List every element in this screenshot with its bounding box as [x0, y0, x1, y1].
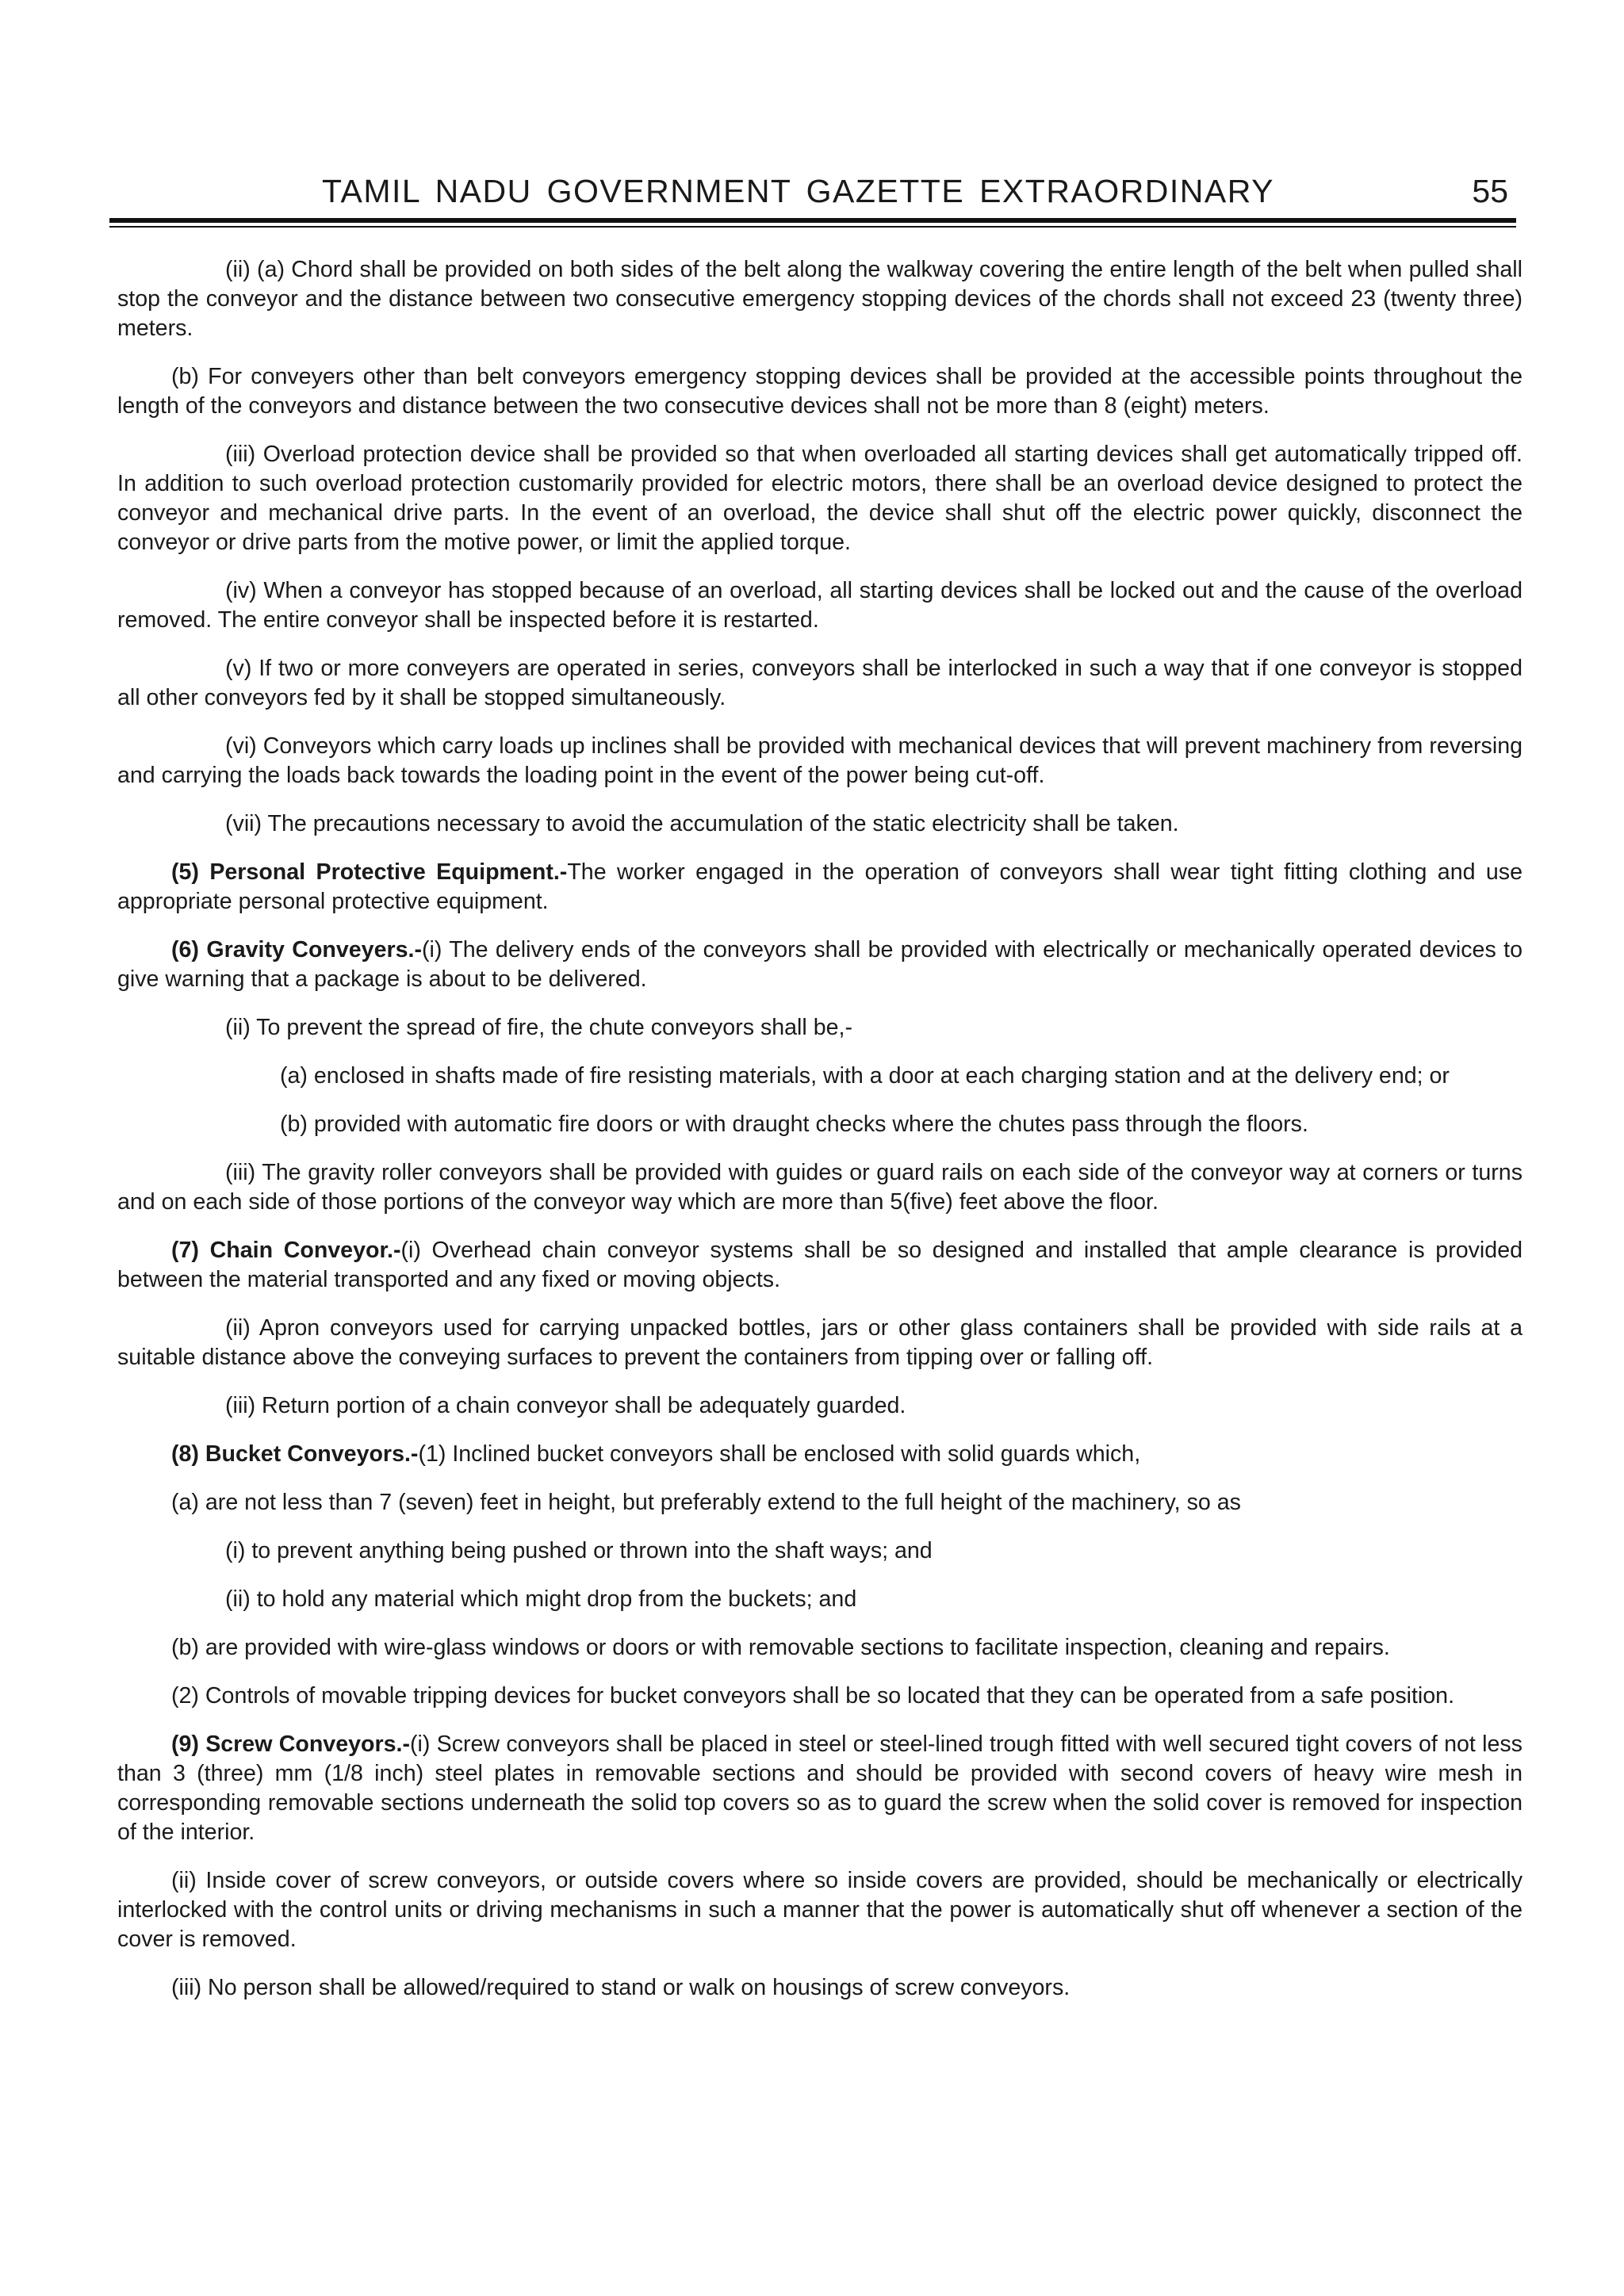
- paragraph-chain-iii: (iii) Return portion of a chain conveyor shall be adequately guarded.: [225, 1393, 906, 1418]
- section-8-bucket-conveyors: [117, 1440, 1522, 1469]
- section-heading: (9) Screw Conveyors.-: [171, 1732, 410, 1757]
- section-text: (i) The delivery ends of the conveyors shall be provided with electrically or mechanically operated devices to give warning that a package is about to be delivered.: [117, 937, 1522, 992]
- paragraph-screw-iii: (iii) No person shall be allowed/required to stand or walk on housings of screw conveyors.: [171, 1975, 1071, 2000]
- section-7-chain-conveyor: [117, 1236, 1522, 1295]
- section-text: (1) Inclined bucket conveyors shall be enclosed with solid guards which,: [418, 1441, 1141, 1467]
- page-number: 55: [1472, 173, 1508, 209]
- section-9-screw-conveyors: [117, 1730, 1522, 1847]
- paragraph-gravity-ii-a: (a) enclosed in shafts made of fire resisting materials, with a door at each charging station and at the delivery end; or: [280, 1063, 1450, 1089]
- document-body: [117, 255, 1522, 2022]
- paragraph-bucket-a-i: (i) to prevent anything being pushed or thrown into the shaft ways; and: [225, 1538, 933, 1563]
- paragraph-b: (b) For conveyers other than belt conveyors emergency stopping devices shall be provided at the accessible points throughout the length of the conveyors and distance between the two consecutive devices shall not be more than 8 (eight) meters.: [117, 364, 1522, 419]
- section-5-personal-protective-equipment: [117, 858, 1522, 916]
- paragraph-bucket-a: (a) are not less than 7 (seven) feet in height, but preferably extend to the full height of the machinery, so as: [171, 1490, 1241, 1515]
- header-rule-thin: [109, 226, 1516, 228]
- paragraph-vi: (vi) Conveyors which carry loads up inclines shall be provided with mechanical devices that will prevent machinery from reversing and carrying the loads back towards the loading point in the event of the power being cut-off.: [117, 733, 1522, 788]
- section-heading: (5) Personal Protective Equipment.-: [171, 859, 568, 885]
- paragraph-bucket-b: (b) are provided with wire-glass windows or doors or with removable sections to facilitate inspection, cleaning and repairs.: [171, 1635, 1390, 1660]
- section-heading: (8) Bucket Conveyors.-: [171, 1441, 419, 1467]
- section-6-gravity-conveyers: [117, 936, 1522, 994]
- paragraph-iii: (iii) Overload protection device shall be provided so that when overloaded all starting devices shall get automatically tripped off. In addition to such overload protection customarily provided for electric motors, there shall be an overload device designed to protect the conveyor and mechanical drive parts. In the event of an overload, the device shall shut off the electric power quickly, disconnect the conveyor or drive parts from the motive power, or limit the applied torque.: [117, 442, 1522, 555]
- paragraph-v: (v) If two or more conveyers are operated in series, conveyors shall be interlocked in such a way that if one conveyor is stopped all other conveyors fed by it shall be stopped simultaneously.: [117, 656, 1522, 710]
- section-text: (i) Screw conveyors shall be placed in steel or steel-lined trough fitted with well secured tight covers of not less than 3 (three) mm (1/8 inch) steel plates in removable sections and should be provided with second covers of heavy wire mesh in corresponding removable sections underneath the solid top covers so as to guard the screw when the solid cover is removed for inspection of the interior.: [117, 1732, 1522, 1845]
- gazette-title: TAMIL NADU GOVERNMENT GAZETTE EXTRAORDINARY: [322, 173, 1274, 209]
- paragraph-chain-ii: (ii) Apron conveyors used for carrying unpacked bottles, jars or other glass containers shall be provided with side rails at a suitable distance above the conveying surfaces to prevent the containers from tipping over or falling off.: [117, 1315, 1522, 1370]
- paragraph-iv: (iv) When a conveyor has stopped because of an overload, all starting devices shall be locked out and the cause of the overload removed. The entire conveyor shall be inspected before it is restarted.: [117, 578, 1522, 633]
- section-text: The worker engaged in the operation of conveyors shall wear tight fitting clothing and use appropriate personal protective equipment.: [117, 859, 1523, 914]
- paragraph-screw-ii: (ii) Inside cover of screw conveyors, or outside covers where so inside covers are provided, should be mechanically or electrically interlocked with the control units or driving mechanisms in such a manner that the power is automatically shut off whenever a section of the cover is removed.: [117, 1868, 1522, 1952]
- section-heading: (7) Chain Conveyor.-: [171, 1238, 401, 1263]
- section-heading: (6) Gravity Conveyers.-: [171, 937, 422, 962]
- header-rule-thick: [109, 218, 1516, 223]
- paragraph-gravity-iii: (iii) The gravity roller conveyors shall be provided with guides or guard rails on each side of the conveyor way at corners or turns and on each side of those portions of the conveyor way which are more than 5(five) feet above the floor.: [117, 1160, 1522, 1215]
- paragraph-ii-a: (ii) (a) Chord shall be provided on both sides of the belt along the walkway covering the entire length of the belt when pulled shall stop the conveyor and the distance between two consecutive emergency stopping devices of the chords shall not exceed 23 (twenty three) meters.: [117, 257, 1522, 341]
- paragraph-gravity-ii-b: (b) provided with automatic fire doors or with draught checks where the chutes pass through the floors.: [280, 1112, 1308, 1137]
- paragraph-bucket-a-ii: (ii) to hold any material which might drop from the buckets; and: [225, 1586, 857, 1612]
- paragraph-gravity-ii: (ii) To prevent the spread of fire, the chute conveyors shall be,-: [225, 1015, 852, 1040]
- page-header: [116, 173, 1511, 220]
- section-text: (i) Overhead chain conveyor systems shall be so designed and installed that ample clearance is provided between the material transported and any fixed or moving objects.: [117, 1238, 1522, 1292]
- paragraph-bucket-2: (2) Controls of movable tripping devices for bucket conveyors shall be so located that they can be operated from a safe position.: [171, 1683, 1455, 1709]
- paragraph-vii: (vii) The precautions necessary to avoid the accumulation of the static electricity shall be taken.: [225, 811, 1179, 836]
